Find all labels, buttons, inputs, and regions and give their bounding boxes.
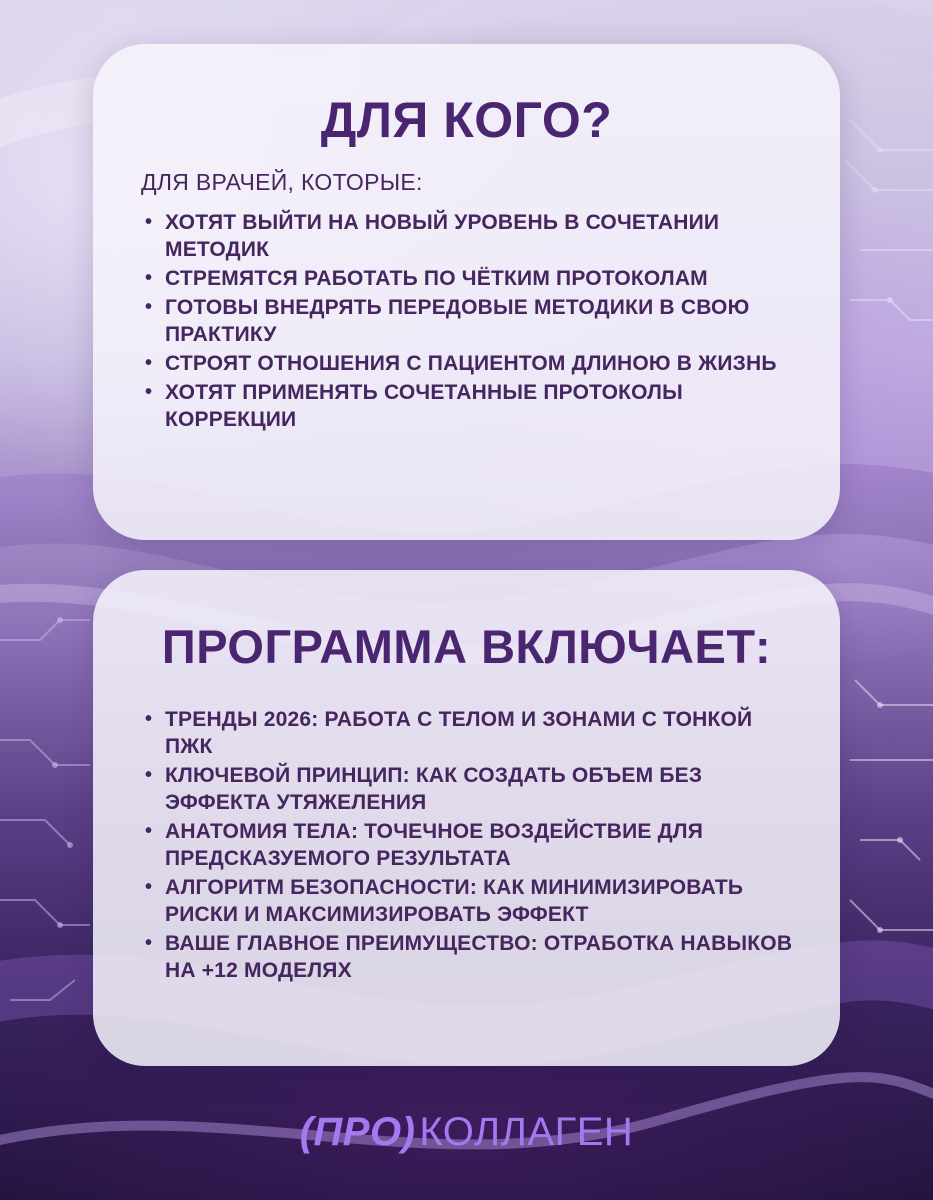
bullet-icon: • [145, 352, 153, 374]
program-item-text: КЛЮЧЕВОЙ ПРИНЦИП: КАК СОЗДАТЬ ОБЪЕМ БЕЗ ЭФФЕКТА УТЯЖЕЛЕНИЯ [165, 764, 703, 814]
audience-item [139, 209, 794, 263]
program-item-text: АЛГОРИТМ БЕЗОПАСНОСТИ: КАК МИНИМИЗИРОВАТЬ РИСКИ И МАКСИМИЗИРОВАТЬ ЭФФЕКТ [165, 876, 744, 926]
audience-item [139, 265, 794, 292]
program-item [139, 706, 794, 760]
bullet-icon: • [145, 932, 153, 954]
program-item-text: ТРЕНДЫ 2026: РАБОТА С ТЕЛОМ И ЗОНАМИ С ТОНКОЙ ПЖК [165, 708, 753, 758]
program-title: ПРОГРАММА ВКЛЮЧАЕТ: [161, 620, 772, 673]
audience-item [139, 294, 794, 348]
program-item-text: ВАШЕ ГЛАВНОЕ ПРЕИМУЩЕСТВО: ОТРАБОТКА НАВЫКОВ НА +12 МОДЕЛЯХ [165, 932, 793, 982]
program-item [139, 874, 794, 928]
audience-item-text: ХОТЯТ ПРИМЕНЯТЬ СОЧЕТАННЫЕ ПРОТОКОЛЫ КОРРЕКЦИИ [165, 381, 683, 431]
brand-name: КОЛЛАГЕН [419, 1110, 634, 1154]
program-item [139, 762, 794, 816]
program-list [139, 706, 794, 984]
audience-item-text: СТРЕМЯТСЯ РАБОТАТЬ ПО ЧЁТКИМ ПРОТОКОЛАМ [165, 267, 708, 290]
audience-list [139, 209, 794, 433]
audience-item-text: ХОТЯТ ВЫЙТИ НА НОВЫЙ УРОВЕНЬ В СОЧЕТАНИИ МЕТОДИК [165, 211, 720, 261]
bullet-icon: • [145, 708, 153, 730]
audience-card [93, 44, 840, 540]
brand-accent: (ПРО) [299, 1110, 416, 1154]
bullet-icon: • [145, 381, 153, 403]
program-item-text: АНАТОМИЯ ТЕЛА: ТОЧЕЧНОЕ ВОЗДЕЙСТВИЕ ДЛЯ ПРЕДСКАЗУЕМОГО РЕЗУЛЬТАТА [165, 820, 704, 870]
audience-item [139, 379, 794, 433]
bullet-icon: • [145, 820, 153, 842]
audience-item-text: СТРОЯТ ОТНОШЕНИЯ С ПАЦИЕНТОМ ДЛИНОЮ В ЖИЗНЬ [165, 352, 777, 375]
bullet-icon: • [145, 876, 153, 898]
program-item [139, 818, 794, 872]
audience-title: ДЛЯ КОГО? [320, 92, 613, 148]
bullet-icon: • [145, 764, 153, 786]
program-card [93, 570, 840, 1066]
bullet-icon: • [145, 296, 153, 318]
audience-item [139, 350, 794, 377]
brand-logo [0, 1107, 933, 1157]
bullet-icon: • [145, 211, 153, 233]
program-item [139, 930, 794, 984]
bullet-icon: • [145, 267, 153, 289]
audience-item-text: ГОТОВЫ ВНЕДРЯТЬ ПЕРЕДОВЫЕ МЕТОДИКИ В СВОЮ ПРАКТИКУ [165, 296, 750, 346]
audience-subtitle: ДЛЯ ВРАЧЕЙ, КОТОРЫЕ: [141, 169, 423, 195]
